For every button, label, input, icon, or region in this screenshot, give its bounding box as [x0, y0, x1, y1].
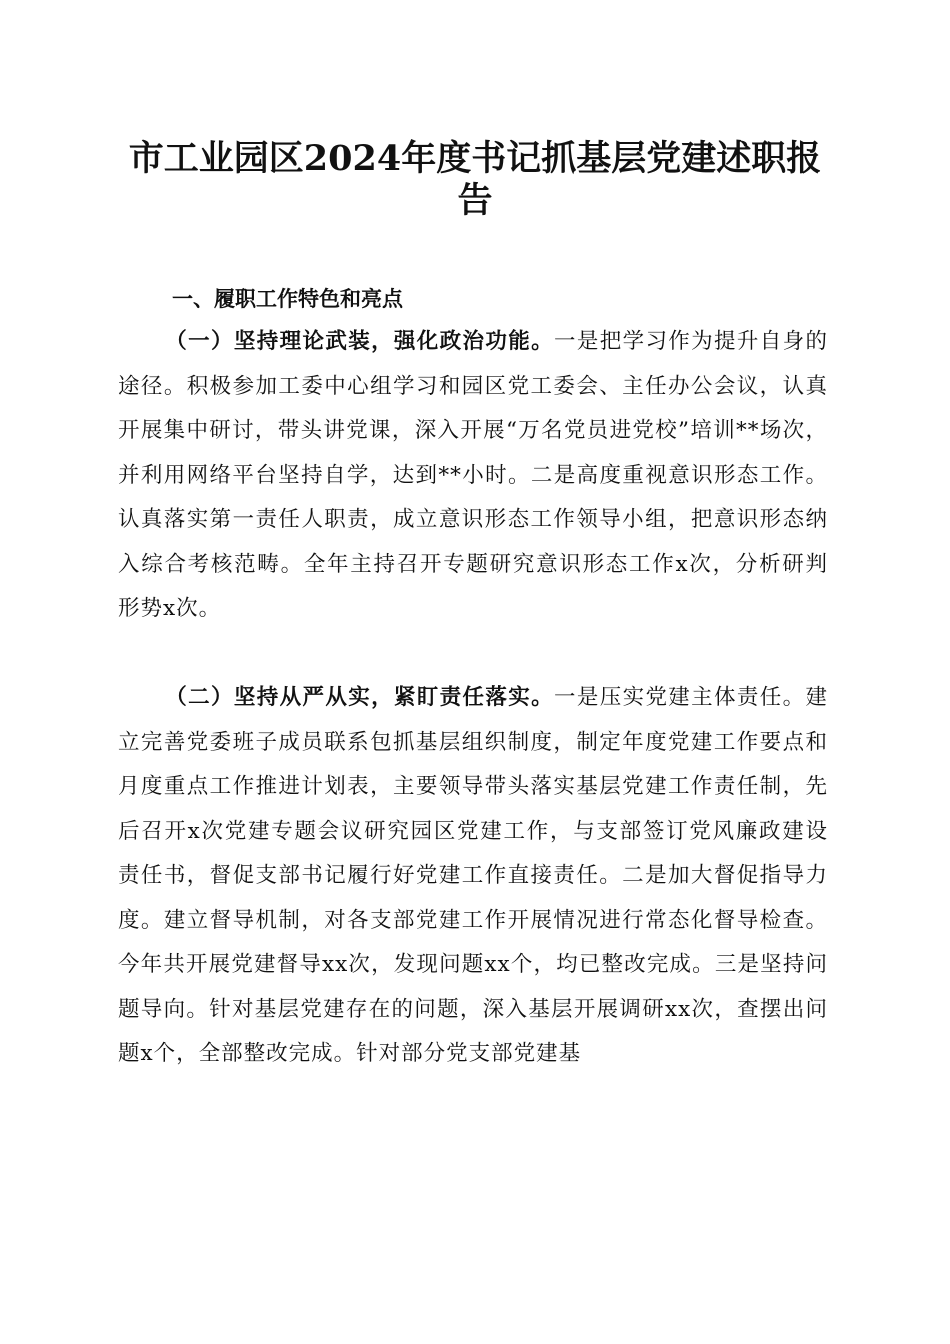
section-heading: 一、履职工作特色和亮点 [172, 287, 403, 311]
document-title: 市工业园区2024年度书记抓基层党建述职报告 [128, 138, 822, 221]
paragraph-2-subheading: （二）坚持从严从实，紧盯责任落实。 [165, 685, 554, 710]
paragraph-2 [118, 676, 828, 1077]
paragraph-2-text: 一是压实党建主体责任。建立完善党委班子成员联系包抓基层组织制度，制定年度党建工作要点和月度重点工作推进计划表，主要领导带头落实基层党建工作责任制，先后召开x次党建专题会议研究园区党建工作，与支部签订党风廉政建设责任书，督促支部书记履行好党建工作直接责任。二是加大督促指导力度。建立督导机制，对各支部党建工作开展情况进行常态化督导检查。今年共开展党建督导xx次，发现问题xx个，均已整改完成。三是坚持问题导向。针对基层党建存在的问题，深入基层开展调研xx次，查摆出问题x个，全部整改完成。针对部分党支部党建基 [118, 685, 828, 1066]
paragraph-1-text: 一是把学习作为提升自身的途径。积极参加工委中心组学习和园区党工委会、主任办公会议，认真开展集中研讨，带头讲党课，深入开展“万名党员进党校”培训**场次，并利用网络平台坚持自学，达到**小时。二是高度重视意识形态工作。认真落实第一责任人职责，成立意识形态工作领导小组，把意识形态纳入综合考核范畴。全年主持召开专题研究意识形态工作x次，分析研判形势x次。 [118, 329, 828, 621]
paragraph-1-subheading: （一）坚持理论武装，强化政治功能。 [165, 329, 554, 354]
paragraph-1 [118, 320, 828, 632]
